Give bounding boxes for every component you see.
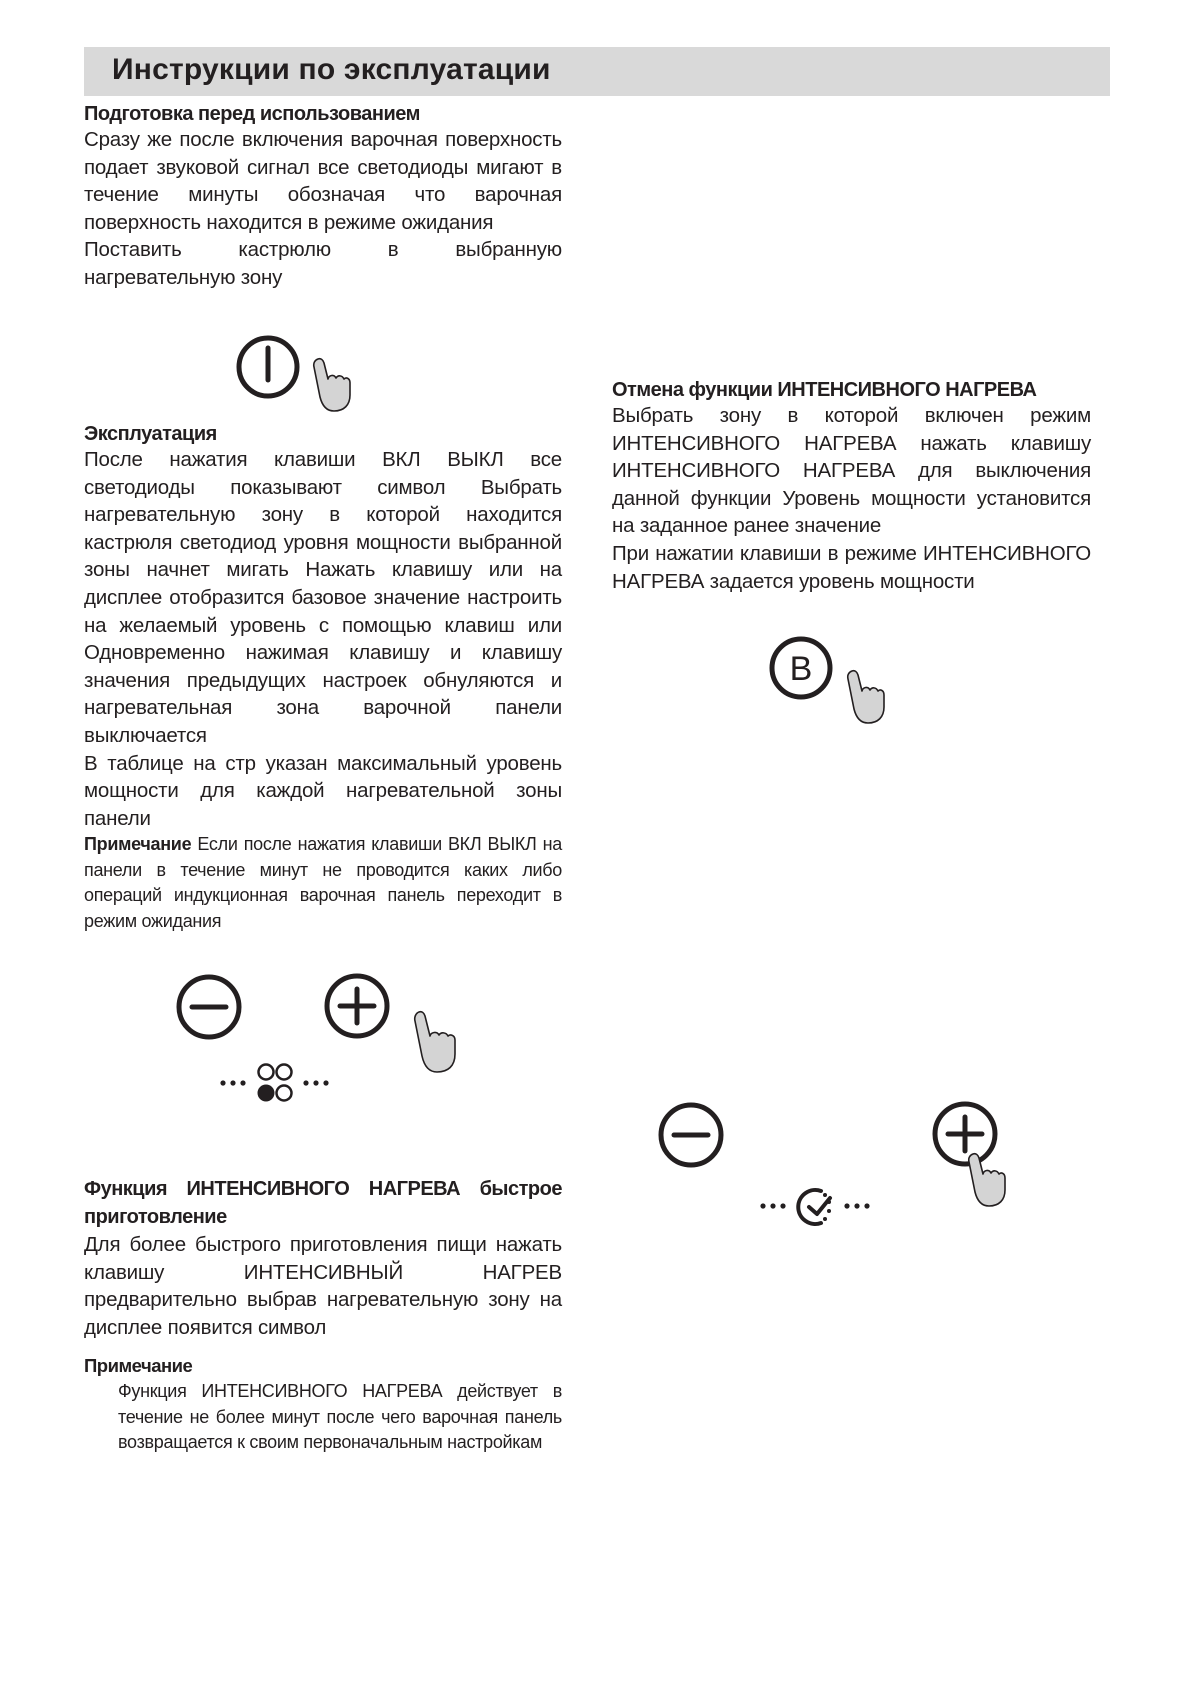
boost-icon bbox=[772, 639, 830, 697]
pointing-hand-icon bbox=[848, 671, 884, 723]
cancel-paragraph-1: Выбрать зону в которой включен режим ИНТЕНСИВНОГО НАГРЕВА нажать клавишу ИНТЕНСИВНОГО НАГРЕВА для выключения данной функции Уровень мощности установится на заданное ранее значение bbox=[612, 404, 1091, 538]
plus-icon bbox=[935, 1104, 995, 1164]
timer-indicator-icon bbox=[760, 1190, 869, 1224]
section-cancel-boost bbox=[612, 378, 1091, 595]
minus-plus-illustration-right bbox=[655, 1098, 1055, 1238]
minus-plus-illustration-left bbox=[170, 970, 490, 1110]
preparation-heading: Подготовка перед использованием bbox=[84, 103, 420, 125]
section-boost bbox=[84, 1175, 562, 1456]
section-operation bbox=[84, 422, 562, 934]
cancel-heading: Отмена функции ИНТЕНСИВНОГО НАГРЕВА bbox=[612, 379, 1037, 401]
operation-paragraph-2: В таблице на стр указан максимальный уровень мощности для каждой нагревательной зоны панели bbox=[84, 751, 562, 830]
operation-note-text: Если после нажатия клавиши ВКЛ ВЫКЛ на панели в течение минут не проводится каких либо операций индукционная варочная панель переходит в режим ожидания bbox=[84, 834, 563, 931]
page-header bbox=[84, 47, 1110, 96]
minus-icon bbox=[661, 1105, 721, 1165]
operation-paragraph-1: После нажатия клавиши ВКЛ ВЫКЛ все светодиоды показывают символ Выбрать нагревательную зону в которой находится кастрюля светодиод уровня мощности выбранной зоны начнет мигать Нажать клавишу или на дисплее отобразится базовое значение настроить на желаемый уровень с помощью клавиш или Одновременно нажимая клавишу и клавишу значения предыдущих настроек обнуляются и нагревательная зона варочной панели выключается bbox=[84, 448, 562, 747]
minus-icon bbox=[179, 977, 239, 1037]
pointing-hand-icon bbox=[314, 359, 350, 411]
boost-paragraph: Для более быстрого приготовления пищи нажать клавишу ИНТЕНСИВНЫЙ НАГРЕВ предварительно выбрав нагревательную зону на дисплее появится символ bbox=[84, 1233, 562, 1339]
operation-note bbox=[84, 832, 562, 934]
power-illustration bbox=[236, 334, 366, 414]
section-preparation bbox=[84, 102, 562, 292]
zone-indicator-icon bbox=[220, 1065, 328, 1102]
cancel-paragraph-2: При нажатии клавиши в режиме ИНТЕНСИВНОГО НАГРЕВА задается уровень мощности bbox=[612, 541, 1091, 593]
page-title: Инструкции по эксплуатации bbox=[112, 53, 551, 86]
boost-illustration bbox=[768, 635, 908, 730]
boost-icon-letter: B bbox=[789, 650, 813, 688]
preparation-paragraph-1: Сразу же после включения варочная поверхность подает звуковой сигнал все светодиоды мигают в течение минуты обозначая что варочная поверхность находится в режиме ожидания bbox=[84, 128, 562, 234]
pointing-hand-icon bbox=[415, 1012, 455, 1072]
boost-heading: Функция ИНТЕНСИВНОГО НАГРЕВА быстрое приготовление bbox=[84, 1178, 562, 1228]
boost-note-label: Примечание bbox=[84, 1355, 193, 1377]
operation-note-label: Примечание bbox=[84, 834, 192, 855]
power-icon bbox=[239, 338, 297, 396]
plus-icon bbox=[327, 976, 387, 1036]
boost-note-text: Функция ИНТЕНСИВНОГО НАГРЕВА действует в течение не более минут после чего варочная панель возвращается к своим первоначальным настройкам bbox=[118, 1381, 562, 1453]
preparation-paragraph-2: Поставить кастрюлю в выбранную нагревательную зону bbox=[84, 238, 562, 289]
pointing-hand-icon bbox=[969, 1154, 1005, 1206]
operation-heading: Эксплуатация bbox=[84, 423, 217, 445]
